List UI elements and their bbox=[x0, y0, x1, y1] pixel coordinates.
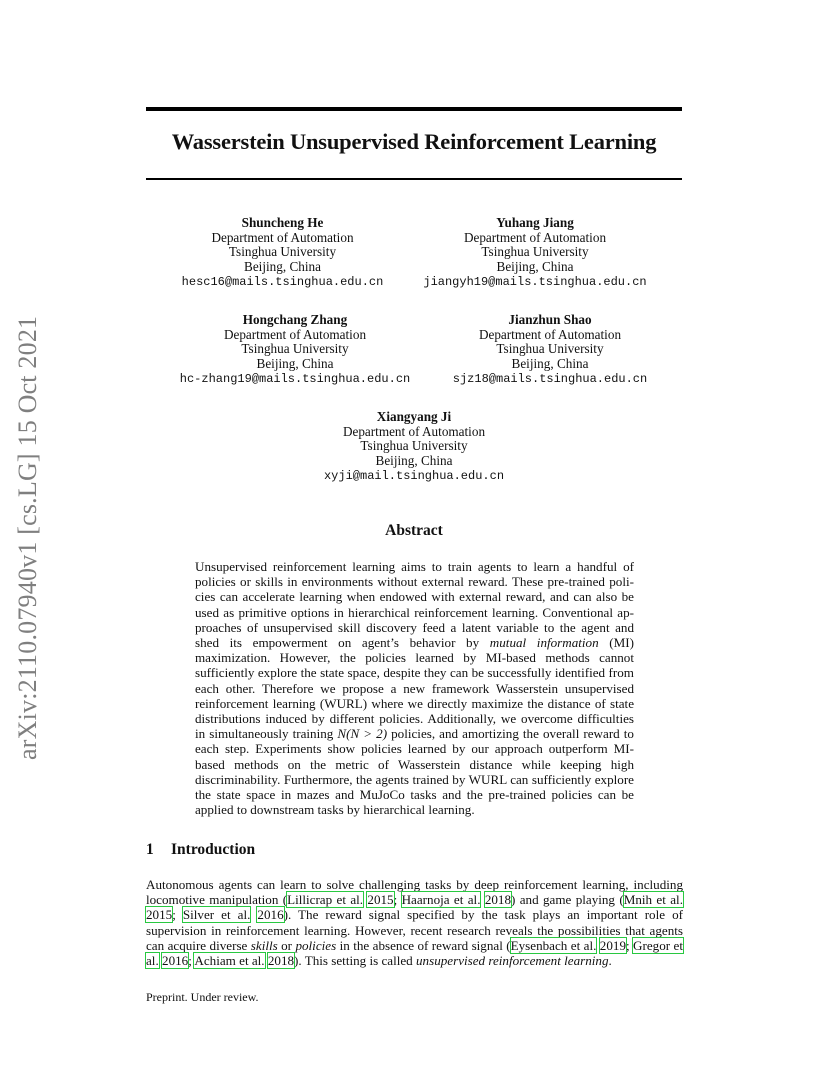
author-name: Yuhang Jiang bbox=[496, 215, 574, 230]
author-dept: Department of Automation bbox=[478, 326, 622, 342]
author-location: Beijing, China bbox=[375, 453, 453, 469]
citation-year-link[interactable]: 2015 bbox=[367, 892, 394, 908]
math-expression: N(N > 2) bbox=[337, 726, 388, 742]
author-email[interactable]: sjz18@mails.tsinghua.edu.cn bbox=[452, 371, 648, 386]
citation-link[interactable]: Haarnoja et al. bbox=[401, 892, 481, 908]
arxiv-stamp: arXiv:2110.07940v1 [cs.LG] 15 Oct 2021 bbox=[13, 315, 42, 760]
author-univ: Tsinghua University bbox=[481, 244, 589, 260]
author-name: Shuncheng He bbox=[241, 215, 324, 230]
author-name: Hongchang Zhang bbox=[242, 312, 348, 327]
author-email[interactable]: hc-zhang19@mails.tsinghua.edu.cn bbox=[179, 371, 411, 386]
citation-link[interactable]: Gregor et al. bbox=[146, 937, 683, 969]
author-block bbox=[165, 216, 400, 290]
abstract-heading: Abstract bbox=[385, 522, 443, 539]
citation-link[interactable]: Achiam et al. bbox=[194, 953, 265, 969]
author-block bbox=[410, 216, 660, 290]
author-location: Beijing, China bbox=[511, 356, 589, 372]
section-heading: 1 Introduction bbox=[146, 841, 256, 858]
author-name: Jianzhun Shao bbox=[508, 312, 592, 327]
author-email[interactable]: hesc16@mails.tsinghua.edu.cn bbox=[181, 274, 384, 289]
citation-link[interactable]: Lillicrap et al. bbox=[287, 892, 364, 908]
title-bottom-rule bbox=[146, 178, 682, 180]
author-location: Beijing, China bbox=[256, 356, 334, 372]
abstract-text: Unsupervised reinforcement learning aims to train agents to learn a handful of policies or skills in environments without external reward. These pre-trained poli-cies can accelerate learning when endowed with external reward, and can also be used as primitive options in hierarchical reinforcement learning. Conventional ap-proaches of unsupervised skill discovery feed a latent variable to the agent and shed its empowerment on agent’s behavior by mutual information (MI) maximization. However, the policies learned by MI-based methods cannot sufficiently explore the state space, despite they can be successfully identified from each other. Therefore we propose a new framework Wasserstein unsupervised reinforcement learning (WURL) where we directly maximize the distance of state distributions induced by different policies. Additionally, we overcome difficulties in simultaneously training N(N > 2) policies, and amortizing the overall reward to each step. Experiments show policies learned by our approach outperform MI-based methods on the metric of Wasserstein distance while keeping high discriminability. Furthermore, the agents trained by WURL can sufficiently explore the state space in mazes and MuJoCo tasks and the pre-trained policies can be applied to downstream tasks by hierarchical learning. bbox=[195, 559, 634, 818]
author-name: Xiangyang Ji bbox=[376, 409, 452, 424]
author-univ: Tsinghua University bbox=[496, 341, 604, 357]
author-dept: Department of Automation bbox=[211, 229, 354, 245]
author-univ: Tsinghua University bbox=[228, 244, 337, 260]
author-email[interactable]: jiangyh19@mails.tsinghua.edu.cn bbox=[423, 274, 647, 289]
author-location: Beijing, China bbox=[244, 259, 321, 275]
citation-year-link[interactable]: 2016 bbox=[162, 953, 189, 969]
author-email[interactable]: xyji@mail.tsinghua.edu.cn bbox=[323, 468, 505, 483]
title-top-rule bbox=[146, 107, 682, 111]
citation-link[interactable]: Mnih et al. bbox=[623, 892, 683, 908]
author-block bbox=[296, 410, 532, 484]
citation-link[interactable]: Eysenbach et al. bbox=[510, 937, 597, 953]
author-univ: Tsinghua University bbox=[360, 438, 468, 454]
author-block bbox=[165, 313, 425, 387]
intro-paragraph: Autonomous agents can learn to solve challenging tasks by deep reinforcement learning, including locomotive manipulation (Lillicrap et al. 2015; Haarnoja et al. 2018) and game playing (Mnih et al. 2015; Silver et al. 2016). The reward signal specified by the task plays an important role of supervision in reinforcement learning. However, recent research reveals the possibilities that agents can acquire diverse skills or policies in the absence of reward signal (Eysenbach et al. 2019; Gregor et al. 2016; Achiam et al. 2018). This setting is called unsupervised reinforcement learning. bbox=[146, 877, 683, 969]
author-univ: Tsinghua University bbox=[241, 341, 349, 357]
author-location: Beijing, China bbox=[496, 259, 574, 275]
paper-title: Wasserstein Unsupervised Reinforcement Learning bbox=[171, 129, 657, 154]
author-dept: Department of Automation bbox=[223, 326, 367, 342]
citation-year-link[interactable]: 2019 bbox=[599, 937, 626, 953]
citation-year-link[interactable]: 2018 bbox=[484, 892, 512, 908]
preprint-footer: Preprint. Under review. bbox=[146, 990, 259, 1004]
author-block bbox=[440, 313, 660, 387]
citation-year-link[interactable]: 2018 bbox=[267, 953, 295, 969]
author-dept: Department of Automation bbox=[463, 229, 607, 245]
citation-year-link[interactable]: 2015 bbox=[146, 907, 173, 923]
citation-link[interactable]: Silver et al. bbox=[182, 907, 251, 923]
author-dept: Department of Automation bbox=[342, 423, 486, 439]
citation-year-link[interactable]: 2016 bbox=[257, 907, 284, 923]
